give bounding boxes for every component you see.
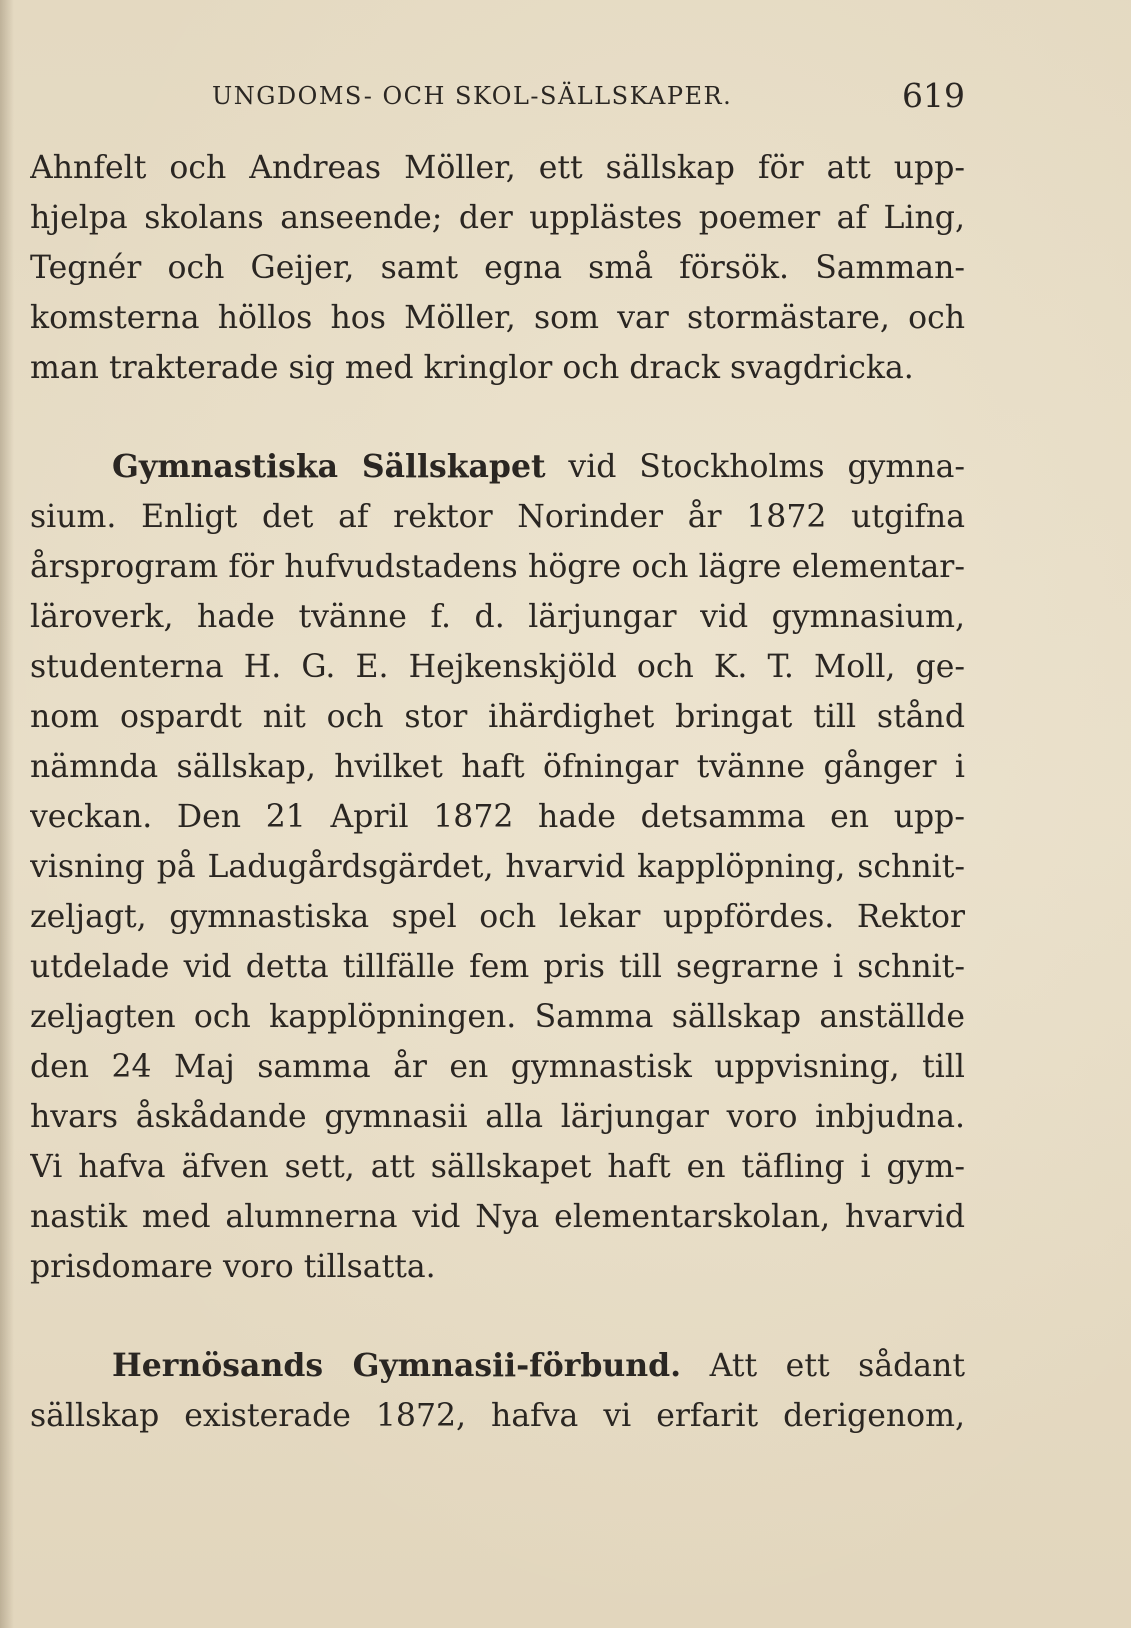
text-line: komsterna höllos hos Möller, som var stormästare, och [30,300,965,336]
text-line: årsprogram för hufvudstadens högre och lägre elementar- [30,549,965,585]
text-line: sium. Enligt det af rektor Norinder år 1872 utgifna [30,499,965,535]
text-line: den 24 Maj samma år en gymnastisk uppvisning, till [30,1049,965,1085]
text-line: zeljagten och kapplöpningen. Samma sällskap anställde [30,999,965,1035]
text-line: sällskap existerade 1872, hafva vi erfarit derigenom, [30,1398,965,1434]
section-heading: Hernösands Gymnasii-förbund. [112,1347,682,1384]
running-head: UNGDOMS- OCH SKOL-SÄLLSKAPER. [212,82,733,110]
text-line: prisdomare voro tillsatta. [30,1249,436,1285]
paragraph-gap [30,1292,965,1341]
paragraph-2 [30,442,965,1292]
text-line: läroverk, hade tvänne f. d. lärjungar vid gymnasium, [30,599,965,635]
page-binding-shadow [0,0,14,1628]
heading-line-rest: vid Stockholms gymna- [545,449,965,485]
text-line: hjelpa skolans anseende; der upplästes poemer af Ling, [30,200,965,236]
paragraph-1 [30,143,965,393]
text-line: veckan. Den 21 April 1872 hade detsamma en upp- [30,799,965,835]
text-line [30,442,965,492]
section-heading: Gymnastiska Sällskapet [112,448,546,485]
text-line: Ahnfelt och Andreas Möller, ett sällskap för att upp- [30,150,965,186]
text-line: Vi hafva äfven sett, att sällskapet haft en täfling i gym- [30,1149,965,1185]
heading-line-rest: Att ett sådant [681,1348,965,1384]
text-line: hvars åskådande gymnasii alla lärjungar voro inbjudna. [30,1099,965,1135]
body-text [30,143,965,1441]
text-line: studenterna H. G. E. Hejkenskjöld och K. T. Moll, ge- [30,649,965,685]
text-line: nom ospardt nit och stor ihärdighet bringat till stånd [30,699,965,735]
page-number: 619 [902,76,965,115]
text-line [30,1341,965,1391]
paragraph-3 [30,1341,965,1441]
page-header [30,74,965,124]
text-line: visning på Ladugårdsgärdet, hvarvid kapplöpning, schnit- [30,849,965,885]
paragraph-gap [30,393,965,442]
text-line: zeljagt, gymnastiska spel och lekar uppfördes. Rektor [30,899,965,935]
text-line: man trakterade sig med kringlor och drack svagdricka. [30,350,914,386]
text-line: utdelade vid detta tillfälle fem pris till segrarne i schnit- [30,949,965,985]
text-line: nämnda sällskap, hvilket haft öfningar tvänne gånger i [30,749,965,785]
text-line: nastik med alumnerna vid Nya elementarskolan, hvarvid [30,1199,965,1235]
text-line: Tegnér och Geijer, samt egna små försök. Samman- [30,250,965,286]
